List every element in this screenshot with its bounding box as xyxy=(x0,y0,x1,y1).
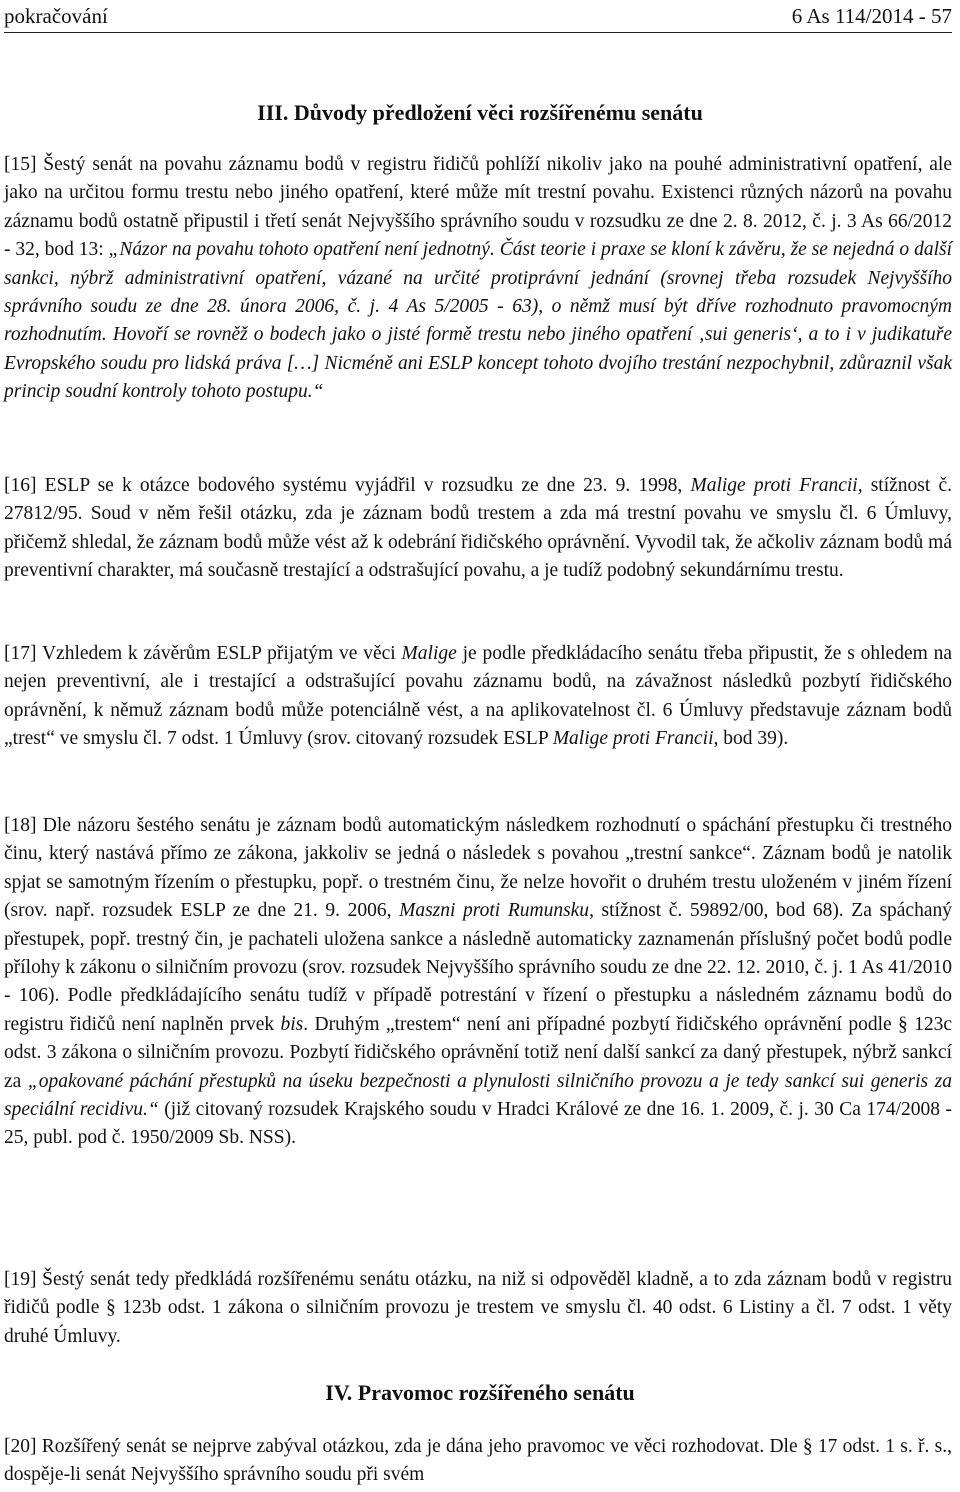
paragraph-number: [18] xyxy=(4,815,37,836)
paragraph-text: (již citovaný rozsudek Krajského soudu v Hradci Králové ze dne 16. 1. 2009, č. j. 30 Ca 174/2008 - 25, publ. pod č. 1950/2009 Sb. NSS). xyxy=(4,1099,952,1149)
paragraph-text: Vzhledem k závěrům ESLP přijatým ve věci xyxy=(36,643,402,664)
latin-term: bis xyxy=(280,1013,304,1035)
paragraph-17 xyxy=(4,640,952,754)
quoted-judgment: „Názor na povahu tohoto opatření není jednotný. Část teorie i praxe se kloní k závěru, že se nejedná o další sankci, nýbrž administrativní opatření, vázané na určité protiprávní jednání (srovnej třeba rozsudek Nejvyššího správního soudu ze dne 28. února 2006, č. j. 4 As 5/2005 - 63), o němž musí být dříve rozhodnuto pravomocným rozhodnutím. Hovoří se rovněž o bodech jako o jisté formě trestu nebo jiného opatření ‚sui generis‘, a to i v judikatuře Evropského soudu pro lidská práva […] Nicméně ani ESLP koncept tohoto dvojího trestání nezpochybnil, zdůraznil však princip soudní kontroly tohoto postupu.“ xyxy=(4,239,952,403)
case-name: Malige proti Francii xyxy=(552,728,714,750)
paragraph-15 xyxy=(4,151,952,407)
paragraph-text: , bod 39). xyxy=(713,728,789,750)
paragraph-number: [16] xyxy=(4,475,37,496)
paragraph-number: [20] xyxy=(4,1436,37,1457)
case-name: Malige xyxy=(401,643,457,664)
section-heading-iv: IV. Pravomoc rozšířeného senátu xyxy=(325,1380,635,1405)
paragraph-text: Rozšířený senát se nejprve zabýval otázkou, zda je dána jeho pravomoc ve věci rozhodovat. Dle § 17 odst. 1 s. ř. s., dospěje-li senát Nejvyššího správního soudu při svém xyxy=(4,1436,952,1486)
paragraph-number: [17] xyxy=(4,643,37,664)
paragraph-text: . Druhým „trestem“ není ani případné pozbytí řidičského oprávnění podle § 123c odst. 3 zákona o silničním provozu. Pozbytí řidičského oprávnění totiž není další sankcí za daný přestupek, nýbrž sankcí za xyxy=(4,1013,953,1092)
case-name: Malige proti Francii xyxy=(690,475,858,496)
case-name: Maszni proti Rumunsku xyxy=(399,900,590,922)
section-heading-iii: III. Důvody předložení věci rozšířenému senátu xyxy=(257,100,703,125)
page-header xyxy=(4,2,952,33)
paragraph-16 xyxy=(4,472,952,586)
header-continuation-label: pokračování xyxy=(4,4,108,28)
paragraph-text: je podle předkládacího senátu třeba připustit, že s ohledem na nejen preventivní, ale i trestající a odstrašující povahu záznamu bodů, na závažnost následků pozbytí řidičského oprávnění, k němuž záznam bodů může potenciálně vést, a na aplikovatelnost čl. 6 Úmluvy představuje záznam bodů „trest“ ve smyslu čl. 7 odst. 1 Úmluvy (srov. citovaný rozsudek ESLP xyxy=(4,643,952,750)
paragraph-text: ESLP se k otázce bodového systému vyjádřil v rozsudku ze dne 23. 9. 1998, xyxy=(36,475,691,496)
paragraph-text: Dle názoru šestého senátu je záznam bodů automatickým následkem rozhodnutí o spáchání přestupku či trestného činu, který nastává přímo ze zákona, jakkoliv se jedná o následek s povahou „trestní sankce“. Záznam bodů je natolik spjat se samotným řízením o přestupku, popř. o trestném činu, že nelze hovořit o druhém trestu uloženém v jiném řízení (srov. např. rozsudek ESLP ze dne 21. 9. 2006, xyxy=(4,815,952,922)
paragraph-20 xyxy=(4,1433,952,1490)
paragraph-text: Šestý senát tedy předkládá rozšířenému senátu otázku, na niž si odpověděl kladně, a to zda záznam bodů v registru řidičů podle § 123b odst. 1 zákona o silničním provozu je trestem ve smyslu čl. 40 odst. 6 Listiny a čl. 7 odst. 1 věty druhé Úmluvy. xyxy=(4,1269,952,1347)
paragraph-number: [15] xyxy=(4,154,37,175)
paragraph-number: [19] xyxy=(4,1269,37,1290)
paragraph-18 xyxy=(4,812,952,1153)
paragraph-text: Šestý senát na povahu záznamu bodů v registru řidičů pohlíží nikoliv jako na pouhé administrativní opatření, ale jako na určitou formu trestu nebo jiného opatření, které může mít trestní povahu. Existenci různých názorů na povahu záznamu bodů ostatně připustil i třetí senát Nejvyššího správního soudu v rozsudku ze dne 2. 8. 2012, č. j. 3 As 66/2012 - 32, bod 13: xyxy=(4,154,952,261)
quoted-judgment: „opakované páchání přestupků na úseku bezpečnosti a plynulosti silničního provozu a je tedy sankcí sui generis za speciální recidivu.“ xyxy=(4,1070,952,1121)
paragraph-19 xyxy=(4,1266,952,1351)
paragraph-text: , stížnost č. 27812/95. Soud v něm řešil otázku, zda je záznam bodů trestem a zda má trestní povahu ve smyslu čl. 6 Úmluvy, přičemž shledal, že záznam bodů může vést až k odebrání řidičského oprávnění. Vyvodil tak, že ačkoliv záznam bodů má preventivní charakter, má současně trestající a odstrašující povahu, a je tudíž podobný sekundárnímu trestu. xyxy=(4,475,952,582)
paragraph-text: , stížnost č. 59892/00, bod 68). Za spáchaný přestupek, popř. trestný čin, je pachateli uložena sankce a následně automaticky zaznamenán příslušný počet bodů podle přílohy k zákonu o silničním provozu (srov. rozsudek Nejvyššího správního soudu ze dne 22. 12. 2010, č. j. 1 As 41/2010 - 106). Podle předkládajícího senátu tudíž v případě potrestání v řízení o přestupku a následném záznamu bodů do registru řidičů není naplněn prvek xyxy=(4,900,952,1035)
header-case-number: 6 As 114/2014 - 57 xyxy=(791,4,952,28)
